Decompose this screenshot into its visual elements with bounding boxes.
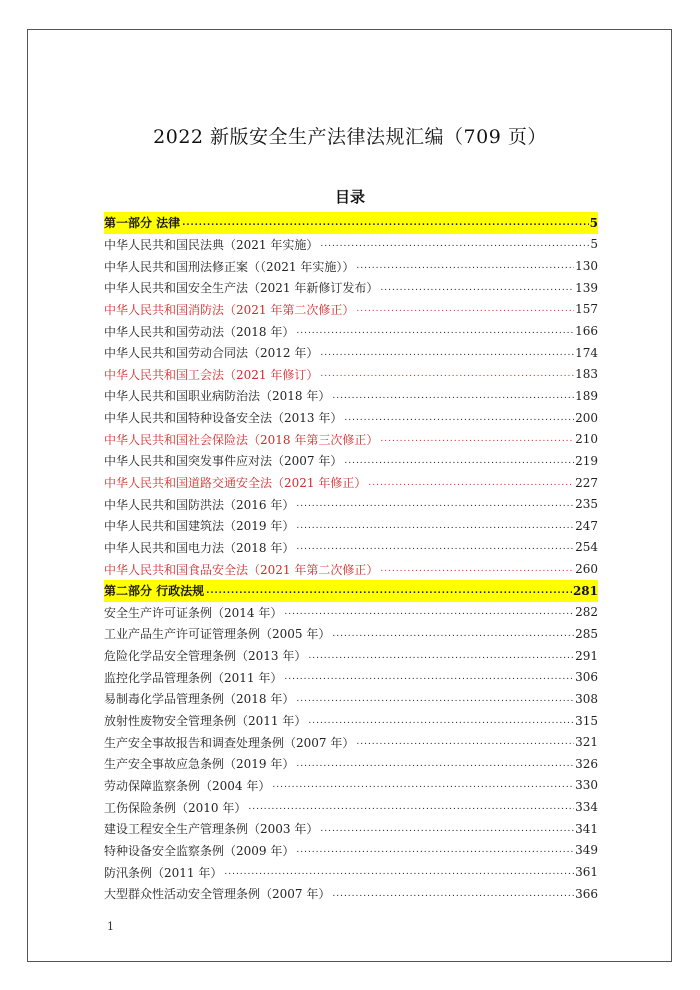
dot-leader xyxy=(332,628,574,640)
dot-leader xyxy=(224,866,574,878)
toc-entry-label: 放射性废物安全管理条例（2011 年） xyxy=(104,714,307,729)
dot-leader xyxy=(296,844,574,856)
toc-entry-page: 341 xyxy=(575,821,598,836)
toc-entry[interactable] xyxy=(104,277,598,299)
toc-entry-page: 219 xyxy=(575,453,598,468)
dot-leader xyxy=(344,455,574,467)
dot-leader xyxy=(272,779,574,791)
toc-entry[interactable] xyxy=(104,407,598,429)
toc-entry-page: 321 xyxy=(575,735,598,750)
toc-entry-label: 中华人民共和国劳动合同法（2012 年） xyxy=(104,346,319,361)
toc-entry[interactable] xyxy=(104,234,598,256)
dot-leader xyxy=(380,563,574,575)
toc-entry[interactable] xyxy=(104,493,598,515)
toc-entry-page: 174 xyxy=(575,345,598,360)
toc-entry-label: 生产安全事故应急条例（2019 年） xyxy=(104,757,295,772)
toc-entry-page: 285 xyxy=(575,626,598,641)
toc-entry-label: 中华人民共和国工会法（2021 年修订） xyxy=(104,367,319,382)
dot-leader xyxy=(332,390,574,402)
toc-entry-label: 安全生产许可证条例（2014 年） xyxy=(104,605,283,620)
toc-entry-label: 工伤保险条例（2010 年） xyxy=(104,800,247,815)
toc-entry-page: 330 xyxy=(575,778,598,793)
toc-entry[interactable] xyxy=(104,861,598,883)
toc-entry-page: 349 xyxy=(575,843,598,858)
dot-leader xyxy=(380,433,574,445)
dot-leader xyxy=(356,303,574,315)
toc-entry[interactable] xyxy=(104,342,598,364)
toc-entry[interactable] xyxy=(104,472,598,494)
dot-leader xyxy=(320,368,574,380)
toc-entry[interactable] xyxy=(104,602,598,624)
toc-entry[interactable] xyxy=(104,710,598,732)
toc-entry-label: 中华人民共和国消防法（2021 年第二次修正） xyxy=(104,302,355,317)
toc-entry[interactable] xyxy=(104,363,598,385)
toc-entry-label: 建设工程安全生产管理条例（2003 年） xyxy=(104,822,319,837)
toc-entry[interactable] xyxy=(104,623,598,645)
toc-entry-page: 326 xyxy=(575,756,598,771)
toc-entry-label: 监控化学品管理条例（2011 年） xyxy=(104,670,283,685)
toc-entry-page: 130 xyxy=(575,259,598,274)
toc-entry-label: 中华人民共和国民法典（2021 年实施） xyxy=(104,237,319,252)
toc-entry-page: 334 xyxy=(575,800,598,815)
dot-leader xyxy=(308,650,574,662)
dot-leader xyxy=(248,801,574,813)
toc-entry-page: 5 xyxy=(589,215,598,230)
dot-leader xyxy=(296,693,574,705)
toc-entry-page: 189 xyxy=(575,388,598,403)
toc-entry-label: 中华人民共和国社会保险法（2018 年第三次修正） xyxy=(104,432,379,447)
toc-entry-label: 中华人民共和国突发事件应对法（2007 年） xyxy=(104,454,343,469)
toc-entry-label: 中华人民共和国电力法（2018 年） xyxy=(104,540,295,555)
dot-leader xyxy=(308,715,574,727)
toc-entry-page: 361 xyxy=(575,865,598,880)
toc-entry-label: 劳动保障监察条例（2004 年） xyxy=(104,778,271,793)
toc-entry[interactable] xyxy=(104,688,598,710)
toc-entry-page: 281 xyxy=(572,583,598,598)
toc-entry-page: 306 xyxy=(575,670,598,685)
toc-entry-label: 第二部分 行政法规 xyxy=(104,584,205,599)
toc-entry[interactable] xyxy=(104,255,598,277)
dot-leader xyxy=(296,541,574,553)
toc-entry-page: 247 xyxy=(575,518,598,533)
toc-entry[interactable] xyxy=(104,320,598,342)
toc-entry[interactable] xyxy=(104,299,598,321)
dot-leader xyxy=(182,217,588,229)
toc-entry[interactable] xyxy=(104,450,598,472)
toc-entry-label: 第一部分 法律 xyxy=(104,216,181,231)
toc-entry[interactable] xyxy=(104,775,598,797)
page-number: 1 xyxy=(107,920,114,933)
toc-heading: 目录 xyxy=(334,188,365,206)
dot-leader xyxy=(320,238,589,250)
toc-entry-label: 中华人民共和国安全生产法（2021 年新修订发布） xyxy=(104,281,379,296)
dot-leader xyxy=(356,736,574,748)
toc-entry-page: 308 xyxy=(575,691,598,706)
toc-entry[interactable] xyxy=(104,840,598,862)
toc-entry-label: 中华人民共和国道路交通安全法（2021 年修正） xyxy=(104,476,367,490)
toc-entry-label: 中华人民共和国建筑法（2019 年） xyxy=(104,519,295,534)
toc-entry[interactable] xyxy=(104,883,598,905)
toc-entry-page: 366 xyxy=(575,886,598,901)
toc-entry-page: 139 xyxy=(575,280,598,295)
dot-leader xyxy=(296,325,574,337)
toc-entry-page: 254 xyxy=(575,540,598,555)
toc-entry-label: 中华人民共和国特种设备安全法（2013 年） xyxy=(104,411,343,426)
toc-entry[interactable] xyxy=(104,558,598,580)
toc-entry-label: 中华人民共和国防洪法（2016 年） xyxy=(104,497,295,512)
dot-leader xyxy=(296,520,574,532)
toc-entry-page: 157 xyxy=(575,302,598,317)
table-of-contents xyxy=(104,212,598,905)
dot-leader xyxy=(206,585,572,597)
toc-entry-label: 中华人民共和国职业病防治法（2018 年） xyxy=(104,389,331,404)
dot-leader xyxy=(356,260,574,272)
toc-entry-page: 260 xyxy=(575,562,598,577)
toc-entry-page: 315 xyxy=(575,713,598,728)
dot-leader xyxy=(344,412,574,424)
toc-entry-label: 中华人民共和国食品安全法（2021 年第二次修正） xyxy=(104,562,379,577)
toc-entry[interactable] xyxy=(104,385,598,407)
toc-entry-label: 大型群众性活动安全管理条例（2007 年） xyxy=(104,887,331,902)
toc-entry-page: 200 xyxy=(575,410,598,425)
toc-entry-label: 危险化学品安全管理条例（2013 年） xyxy=(104,649,307,664)
dot-leader xyxy=(320,823,574,835)
toc-entry-label: 易制毒化学品管理条例（2018 年） xyxy=(104,692,295,707)
dot-leader xyxy=(296,498,574,510)
toc-entry[interactable] xyxy=(104,666,598,688)
toc-entry[interactable] xyxy=(104,753,598,775)
toc-entry[interactable] xyxy=(104,796,598,818)
toc-entry-label: 工业产品生产许可证管理条例（2005 年） xyxy=(104,627,331,642)
dot-leader xyxy=(284,671,574,683)
dot-leader xyxy=(332,888,574,900)
toc-entry[interactable] xyxy=(104,537,598,559)
toc-entry-page: 5 xyxy=(590,237,598,252)
toc-entry[interactable] xyxy=(104,645,598,667)
toc-entry-label: 防汛条例（2011 年） xyxy=(104,865,223,880)
toc-entry-page: 166 xyxy=(575,324,598,339)
toc-section-heading[interactable] xyxy=(104,580,598,602)
toc-entry-label: 中华人民共和国刑法修正案（（2021 年实施）） xyxy=(104,259,355,274)
toc-entry-label: 中华人民共和国劳动法（2018 年） xyxy=(104,324,295,339)
dot-leader xyxy=(380,282,574,294)
document-title: 2022 新版安全生产法律法规汇编（709 页） xyxy=(153,126,547,148)
toc-entry-label: 特种设备安全监察条例（2009 年） xyxy=(104,843,295,858)
dot-leader xyxy=(296,758,574,770)
toc-entry-label: 生产安全事故报告和调查处理条例（2007 年） xyxy=(104,735,355,750)
toc-entry[interactable] xyxy=(104,731,598,753)
toc-entry-page: 235 xyxy=(575,497,598,512)
toc-entry-page: 210 xyxy=(575,432,598,447)
dot-leader xyxy=(284,606,574,618)
toc-entry-page: 183 xyxy=(575,367,598,382)
dot-leader xyxy=(368,477,574,489)
toc-entry-page: 227 xyxy=(575,475,598,490)
toc-entry-page: 282 xyxy=(575,605,598,620)
toc-entry[interactable] xyxy=(104,515,598,537)
toc-entry[interactable] xyxy=(104,818,598,840)
toc-entry-page: 291 xyxy=(575,648,598,663)
toc-section-heading[interactable] xyxy=(104,212,598,234)
dot-leader xyxy=(320,347,574,359)
toc-entry[interactable] xyxy=(104,428,598,450)
